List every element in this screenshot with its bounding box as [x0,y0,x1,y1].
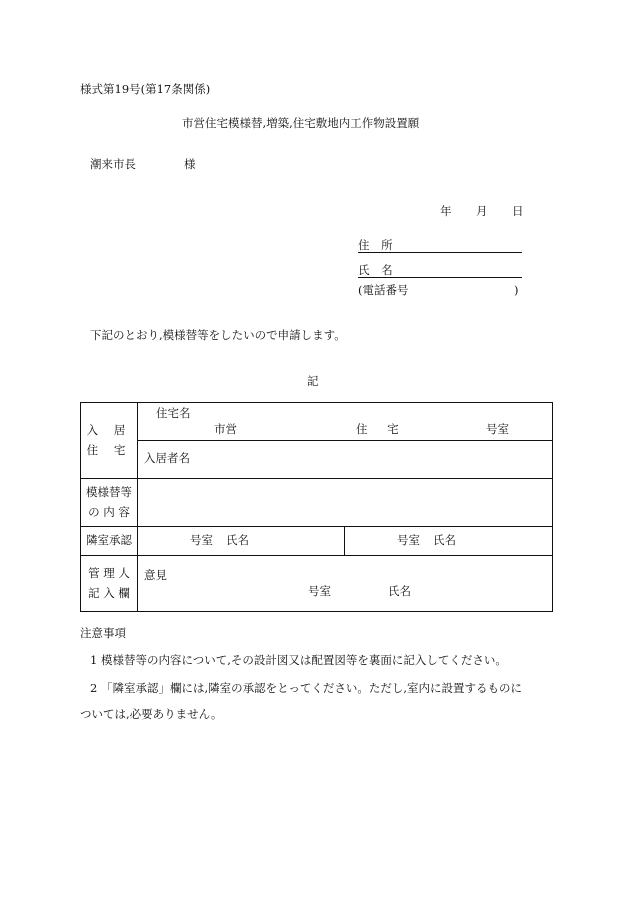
housing-name-cell[interactable] [138,403,553,441]
date-month: 月 [476,204,488,218]
notes-heading: 注意事項 [80,626,126,640]
neighbor-name-2: 氏名 [433,533,456,547]
neighbor-approval-cell-1[interactable] [138,527,345,556]
form-number: 様式第19号(第17条関係) [80,82,211,96]
name-underline [358,277,522,278]
date-day: 日 [512,204,524,218]
date-year: 年 [440,204,452,218]
neighbor-room-1: 号室 [190,533,213,547]
phone-label: (電話番号 [358,283,409,297]
opinion-label: 意見 [144,568,167,582]
manager-entry-cell[interactable] [138,556,553,612]
city-run-label: 市営 [214,422,237,436]
note-1: 1 模様替等の内容について,その設計図又は配置図等を裏面に記入してください。 [90,653,507,667]
page-title: 市営住宅模様替,増築,住宅敷地内工作物設置願 [182,116,420,130]
housing-label: 住 宅 [356,422,407,436]
neighbor-room-2: 号室 [397,533,420,547]
alteration-label: 模様替等 の 内 容 [81,479,138,527]
resident-name-label: 入居者名 [144,451,190,465]
phone-close: ) [514,283,519,297]
note-2-continued: ついては,必要ありません。 [80,707,223,721]
manager-name-label: 氏名 [388,584,411,598]
address-label: 住 所 [358,238,397,252]
address-underline [358,252,522,253]
neighbor-approval-cell-2[interactable] [345,527,553,556]
request-text: 下記のとおり,模様替等をしたいので申請します。 [90,328,346,342]
ki-heading: 記 [307,374,319,388]
name-label: 氏 名 [358,263,397,277]
resident-housing-label: 入 居 住 宅 [81,403,138,479]
housing-name-label: 住宅名 [156,406,191,420]
addressee-honorific: 様 [184,157,196,171]
room-number-label: 号室 [486,422,509,436]
resident-name-cell[interactable] [138,441,553,479]
manager-entry-label: 管 理 人 記 入 欄 [81,556,138,612]
note-2: 2 「隣室承認」欄には,隣室の承認をとってください。ただし,室内に設置するものに [90,681,523,695]
manager-room-label: 号室 [308,584,331,598]
neighbor-name-1: 氏名 [226,533,249,547]
application-table [80,402,553,612]
neighbor-approval-label: 隣室承認 [81,527,138,556]
alteration-content-cell[interactable] [138,479,553,527]
addressee-name: 潮来市長 [90,157,136,171]
